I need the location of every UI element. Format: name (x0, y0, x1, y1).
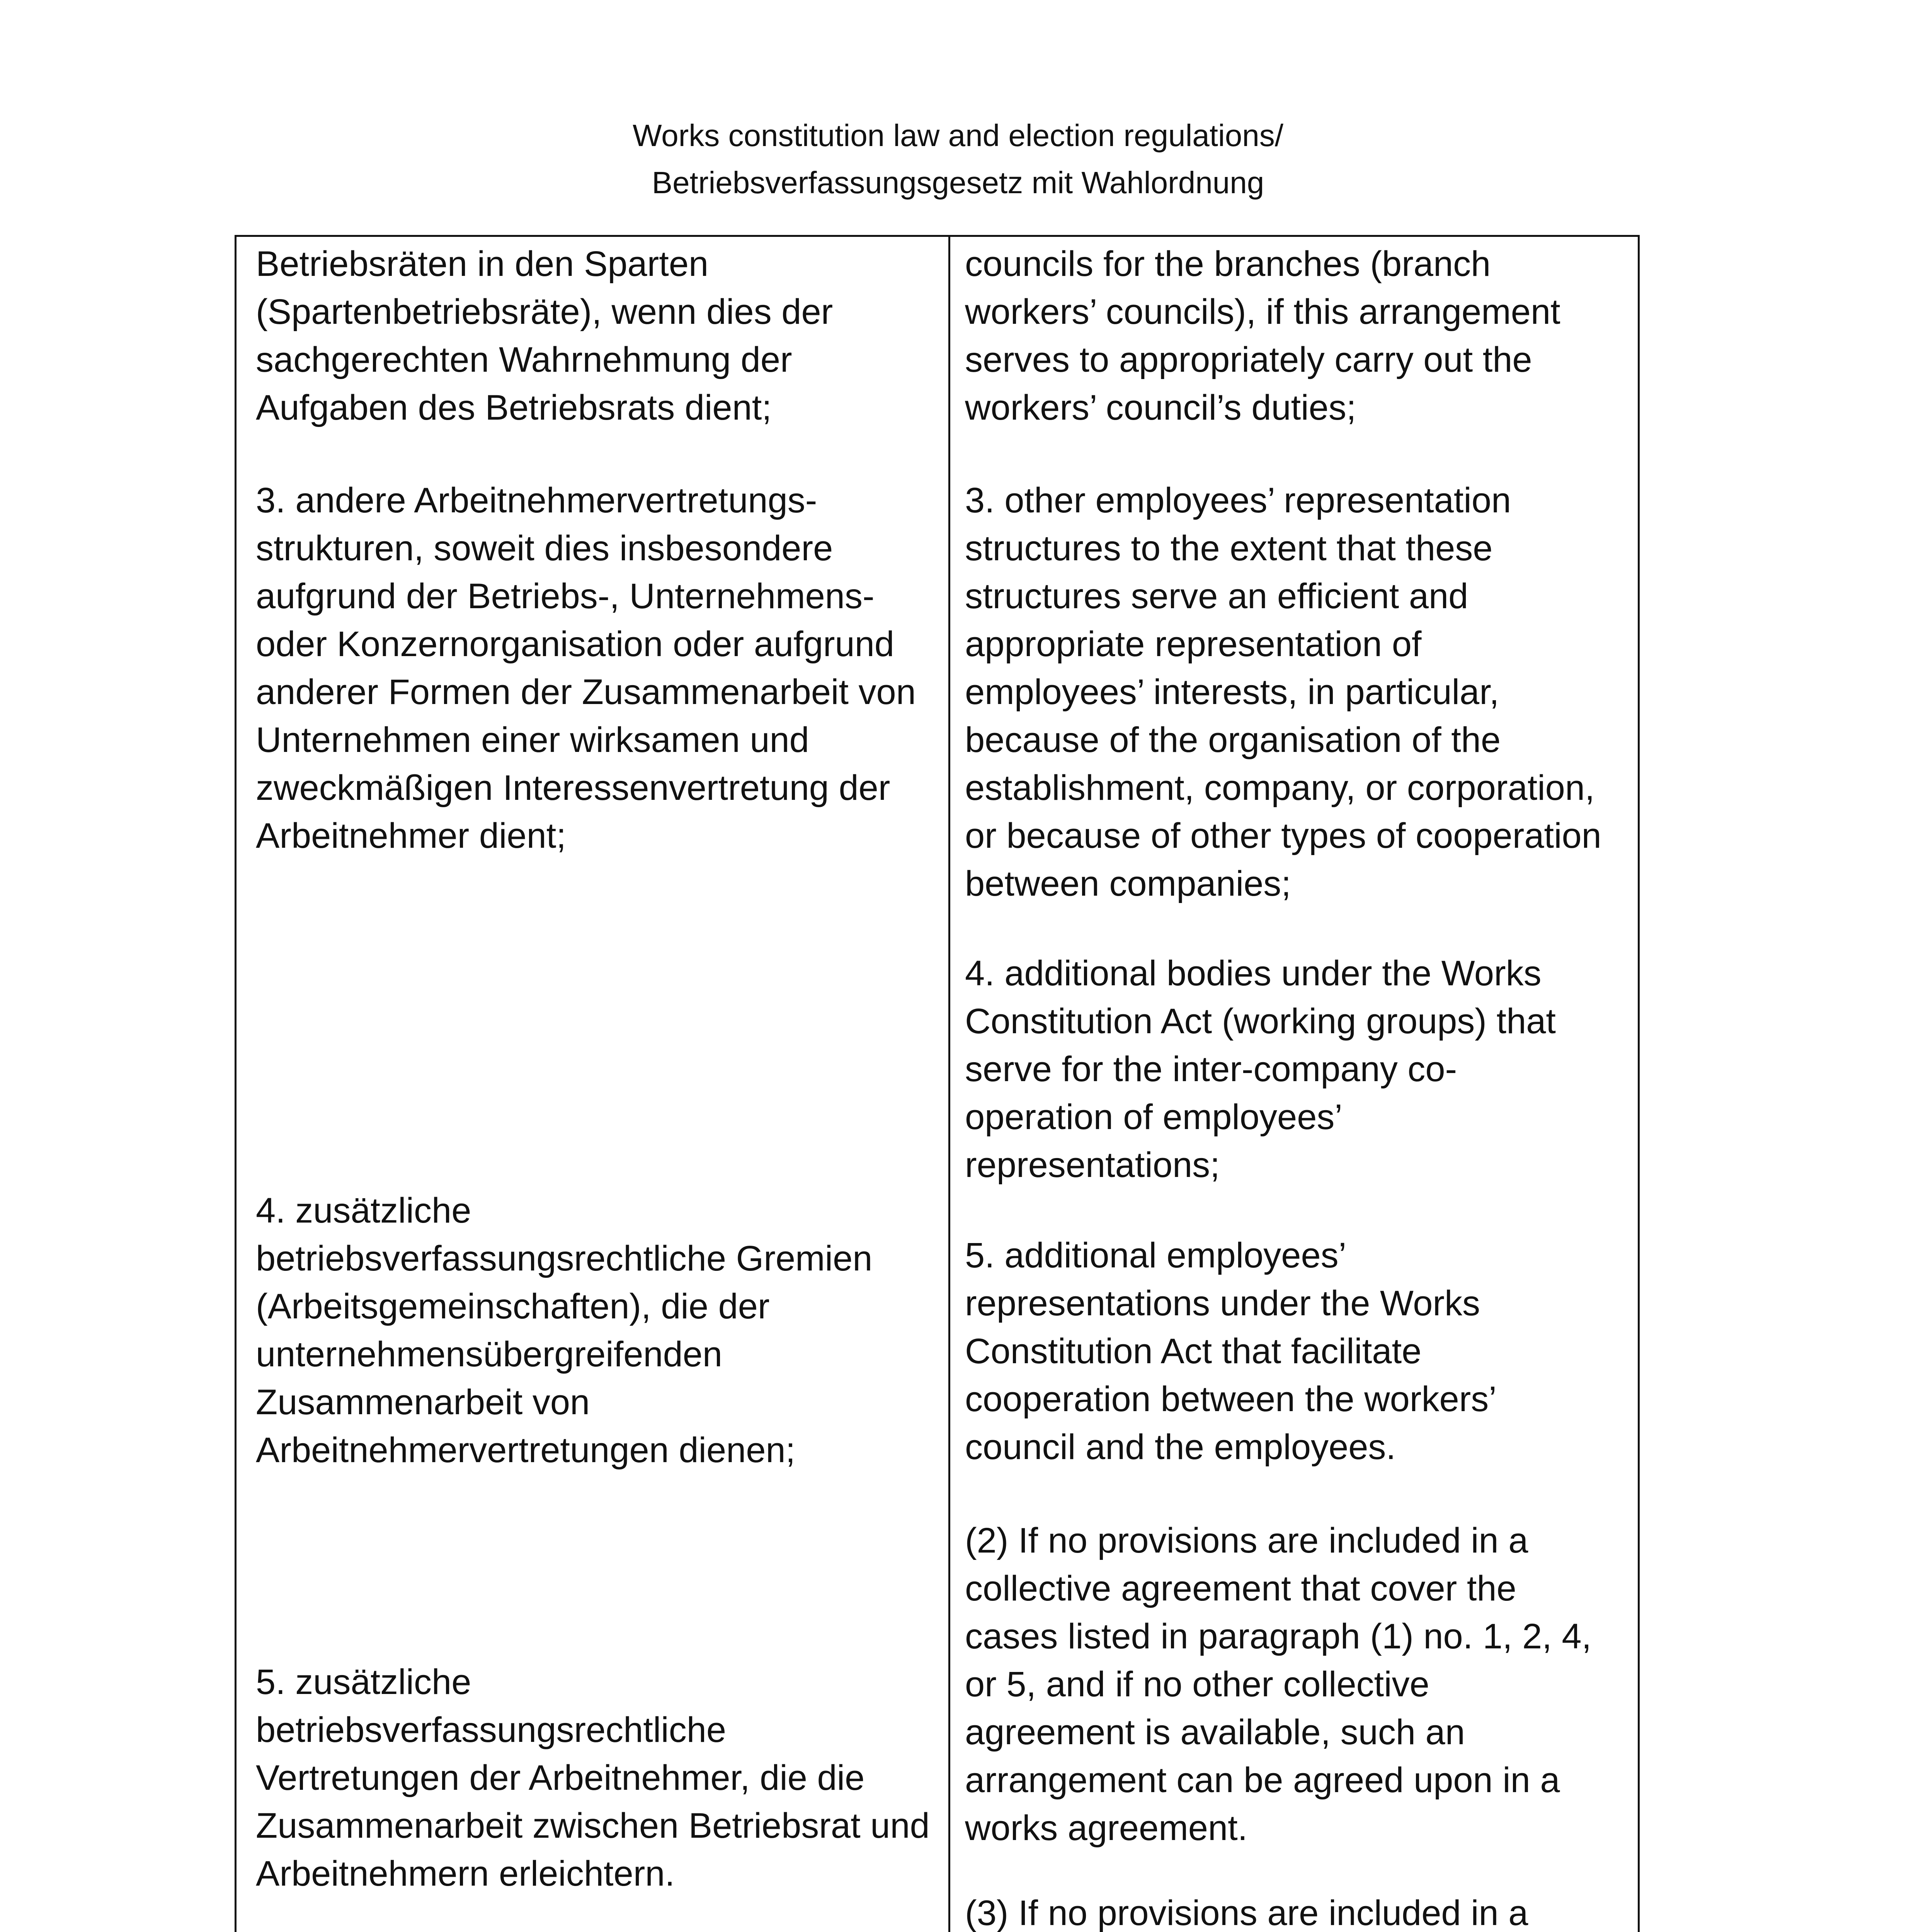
text-line: Constitution Act (working groups) that (965, 1002, 1556, 1041)
text-line: aufgrund der Betriebs-, Unternehmens- (256, 577, 875, 616)
text-line: betriebsverfassungsrechtliche Gremien (256, 1239, 873, 1278)
text-line: between companies; (965, 864, 1291, 903)
text-line: Aufgaben des Betriebsrats dient; (256, 388, 772, 427)
german-paragraph-item-3 (256, 476, 916, 860)
text-line: zweckmäßigen Interessenvertretung der (256, 768, 890, 808)
text-line: appropriate representation of (965, 624, 1422, 664)
text-line: 3. andere Arbeitnehmervertretungs- (256, 481, 817, 520)
text-line: 5. additional employees’ (965, 1236, 1347, 1275)
text-line: sachgerechten Wahrnehmung der (256, 340, 792, 379)
english-column (948, 237, 1640, 1932)
english-paragraph-2 (965, 1517, 1591, 1852)
english-paragraph-item-4 (965, 949, 1556, 1189)
text-line: arrangement can be agreed upon in a (965, 1760, 1560, 1800)
text-line: (3) If no provisions are included in a (965, 1893, 1528, 1932)
text-line: (Spartenbetriebsräte), wenn dies der (256, 292, 833, 332)
english-paragraph-item-3 (965, 476, 1601, 908)
text-line: representations under the Works (965, 1284, 1480, 1323)
text-line: anderer Formen der Zusammenarbeit von (256, 672, 916, 712)
english-paragraph-3 (965, 1889, 1611, 1932)
english-paragraph-item-5 (965, 1231, 1497, 1471)
text-line: Vertretungen der Arbeitnehmer, die die (256, 1758, 865, 1798)
german-paragraph-item-5 (256, 1658, 930, 1898)
text-line: Zusammenarbeit zwischen Betriebsrat und (256, 1806, 930, 1845)
text-line: Zusammenarbeit von (256, 1383, 590, 1422)
text-line: employees’ interests, in particular, (965, 672, 1499, 712)
text-line: councils for the branches (branch (965, 244, 1491, 284)
text-line: oder Konzernorganisation oder aufgrund (256, 624, 895, 664)
text-line: (Arbeitsgemeinschaften), die der (256, 1287, 770, 1326)
text-line: Arbeitnehmervertretungen dienen; (256, 1430, 796, 1470)
english-paragraph-branch-councils (965, 240, 1560, 432)
text-line: serves to appropriately carry out the (965, 340, 1532, 379)
text-line: structures serve an efficient and (965, 577, 1468, 616)
text-line: Arbeitnehmern erleichtern. (256, 1854, 675, 1893)
text-line: betriebsverfassungsrechtliche (256, 1710, 727, 1750)
text-line: because of the organisation of the (965, 720, 1501, 760)
text-line: agreement is available, such an (965, 1713, 1465, 1752)
text-line: 4. additional bodies under the Works (965, 954, 1542, 993)
text-line: (2) If no provisions are included in a (965, 1521, 1528, 1560)
text-line: unternehmensübergreifenden (256, 1335, 723, 1374)
text-line: 3. other employees’ representation (965, 481, 1511, 520)
text-line: Arbeitnehmer dient; (256, 816, 566, 855)
text-line: workers’ council’s duties; (965, 388, 1356, 427)
text-line: operation of employees’ (965, 1097, 1343, 1137)
text-line: 5. zusätzliche (256, 1662, 471, 1702)
text-line: council and the employees. (965, 1427, 1396, 1467)
text-line: collective agreement that cover the (965, 1569, 1516, 1608)
bilingual-law-table (235, 235, 1640, 1932)
text-line: or because of other types of cooperation (965, 816, 1601, 855)
header-title-english: Works constitution law and election regulations/ (633, 118, 1283, 153)
german-paragraph-branch-councils (256, 240, 833, 432)
text-line: works agreement. (965, 1808, 1248, 1848)
text-line: serve for the inter-company co- (965, 1049, 1457, 1089)
german-column (237, 237, 948, 1932)
page-header (0, 112, 1916, 206)
text-line: strukturen, soweit dies insbesondere (256, 529, 833, 568)
text-line: Constitution Act that facilitate (965, 1332, 1422, 1371)
text-line: workers’ councils), if this arrangement (965, 292, 1560, 332)
german-paragraph-item-4 (256, 1187, 872, 1474)
text-line: cooperation between the workers’ (965, 1379, 1497, 1419)
text-line: 4. zusätzliche (256, 1191, 471, 1230)
text-line: cases listed in paragraph (1) no. 1, 2, 4, (965, 1617, 1592, 1656)
text-line: establishment, company, or corporation, (965, 768, 1595, 808)
text-line: representations; (965, 1145, 1220, 1185)
text-line: Unternehmen einer wirksamen und (256, 720, 809, 760)
text-line: structures to the extent that these (965, 529, 1493, 568)
header-title-german: Betriebsverfassungsgesetz mit Wahlordnung (652, 165, 1264, 200)
text-line: Betriebsräten in den Sparten (256, 244, 709, 284)
text-line: or 5, and if no other collective (965, 1665, 1429, 1704)
